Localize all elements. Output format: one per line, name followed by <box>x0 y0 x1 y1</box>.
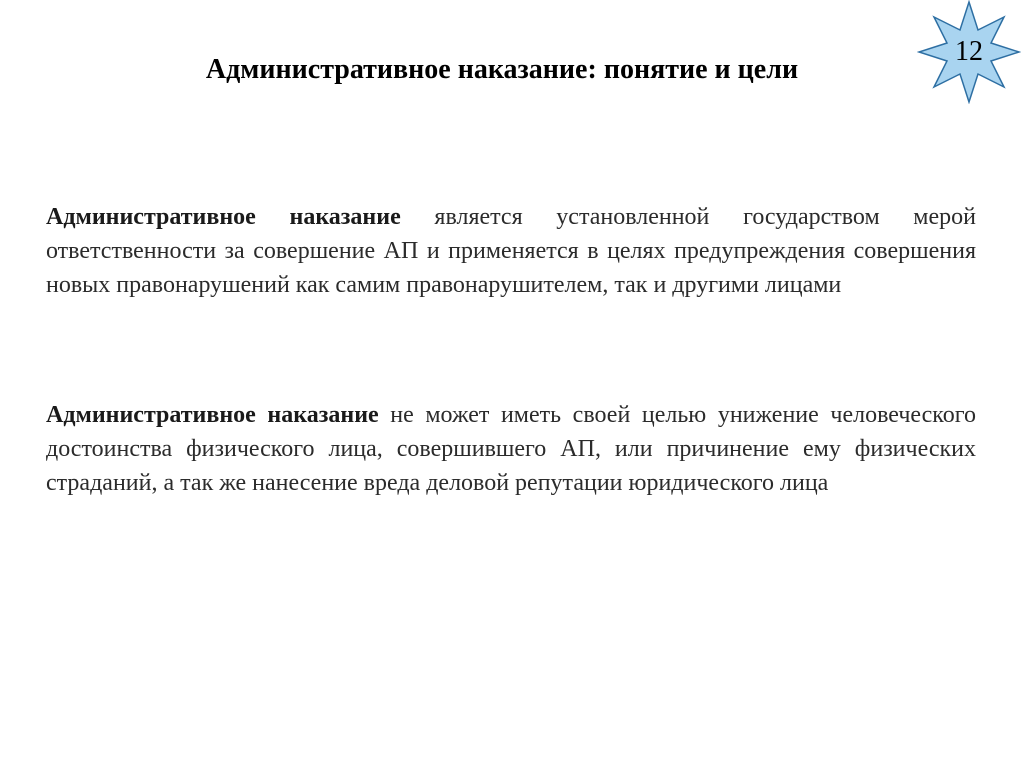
purpose-text: не может иметь своей целью унижение человеческого достоинства физического лица, совершившего АП, или причинение ему физических страданий, а так же нанесение вреда деловой репутации юридического лица <box>46 402 976 496</box>
purpose-term: Административное наказание <box>46 402 379 428</box>
page-number: 12 <box>955 36 983 67</box>
purpose-paragraph <box>46 398 976 500</box>
definition-term: Административное наказание <box>46 204 401 230</box>
page-number-badge <box>917 0 1021 104</box>
definition-text: является установленной государством мерой ответственности за совершение АП и применяется в целях предупреждения совершения новых правонарушений как самим правонарушителем, так и другими лицами <box>46 204 976 298</box>
slide-title: Административное наказание: понятие и цели <box>205 54 799 85</box>
definition-paragraph <box>46 200 976 302</box>
